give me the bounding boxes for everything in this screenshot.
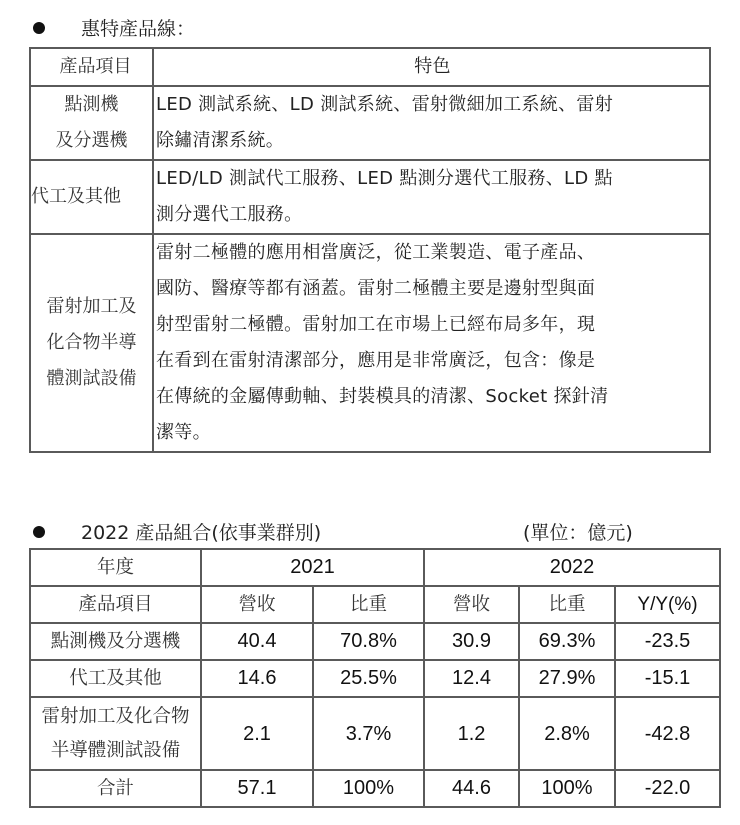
value-cell: 100% bbox=[313, 770, 424, 807]
header-product-item: 產品項目 bbox=[30, 48, 153, 86]
value-cell: 1.2 bbox=[424, 697, 519, 770]
revenue-2022-header: 營收 bbox=[424, 586, 519, 623]
table-row bbox=[30, 86, 710, 160]
bullet-icon bbox=[33, 526, 45, 538]
table-row bbox=[30, 160, 710, 234]
value-cell: 2.8% bbox=[519, 697, 615, 770]
value-cell: 3.7% bbox=[313, 697, 424, 770]
bullet-icon bbox=[33, 22, 45, 34]
value-cell: -22.0 bbox=[615, 770, 720, 807]
item-cell: 合計 bbox=[30, 770, 201, 807]
table-row bbox=[30, 234, 710, 452]
value-cell: 25.5% bbox=[313, 660, 424, 697]
section-product-mix-heading bbox=[33, 518, 723, 545]
section-title: 2022 產品組合(依事業群別) bbox=[81, 522, 322, 544]
item-cell: 點測機及分選機 bbox=[30, 623, 201, 660]
value-cell: 2.1 bbox=[201, 697, 313, 770]
value-cell: -42.8 bbox=[615, 697, 720, 770]
header-features: 特色 bbox=[153, 48, 710, 86]
value-cell: 40.4 bbox=[201, 623, 313, 660]
value-cell: 100% bbox=[519, 770, 615, 807]
table-row bbox=[30, 697, 720, 770]
value-cell: 70.8% bbox=[313, 623, 424, 660]
share-2021-header: 比重 bbox=[313, 586, 424, 623]
value-cell: 57.1 bbox=[201, 770, 313, 807]
year-2022-header: 2022 bbox=[424, 549, 720, 586]
item-header: 產品項目 bbox=[30, 586, 201, 623]
value-cell: 69.3% bbox=[519, 623, 615, 660]
total-row bbox=[30, 770, 720, 807]
share-2022-header: 比重 bbox=[519, 586, 615, 623]
features-cell: 雷射二極體的應用相當廣泛，從工業製造、電子產品、 國防、醫療等都有涵蓋。雷射二極體主要是邊射型與面 射型雷射二極體。雷射加工在市場上已經布局多年，現 在看到在雷射清潔部分，應用是非常廣泛，包含：像是 在傳統的金屬傳動軸、封裝模具的清潔、Socket 探針清 潔等。 bbox=[153, 234, 710, 452]
features-cell: LED/LD 測試代工服務、LED 點測分選代工服務、LD 點 測分選代工服務。 bbox=[153, 160, 710, 234]
value-cell: -15.1 bbox=[615, 660, 720, 697]
item-cell: 雷射加工及化合物 半導體測試設備 bbox=[30, 697, 201, 770]
value-cell: 14.6 bbox=[201, 660, 313, 697]
table-header-row bbox=[30, 48, 710, 86]
value-cell: 12.4 bbox=[424, 660, 519, 697]
yoy-header: Y/Y(%) bbox=[615, 586, 720, 623]
value-cell: 27.9% bbox=[519, 660, 615, 697]
product-item-cell: 點測機 及分選機 bbox=[30, 86, 153, 160]
year-2021-header: 2021 bbox=[201, 549, 424, 586]
year-header-label: 年度 bbox=[30, 549, 201, 586]
section-title: 惠特產品線： bbox=[81, 18, 196, 40]
value-cell: -23.5 bbox=[615, 623, 720, 660]
table-row bbox=[30, 660, 720, 697]
product-item-cell: 雷射加工及 化合物半導 體測試設備 bbox=[30, 234, 153, 452]
table-row bbox=[30, 623, 720, 660]
revenue-2021-header: 營收 bbox=[201, 586, 313, 623]
sub-header-row bbox=[30, 586, 720, 623]
product-mix-table bbox=[29, 548, 721, 808]
item-cell: 代工及其他 bbox=[30, 660, 201, 697]
value-cell: 30.9 bbox=[424, 623, 519, 660]
product-lines-table bbox=[29, 47, 711, 453]
value-cell: 44.6 bbox=[424, 770, 519, 807]
year-header-row bbox=[30, 549, 720, 586]
product-item-cell: 代工及其他 bbox=[30, 160, 153, 234]
section-product-lines-heading bbox=[33, 14, 195, 41]
features-cell: LED 測試系統、LD 測試系統、雷射微細加工系統、雷射 除鏽清潔系統。 bbox=[153, 86, 710, 160]
unit-label: (單位：億元) bbox=[523, 522, 633, 544]
